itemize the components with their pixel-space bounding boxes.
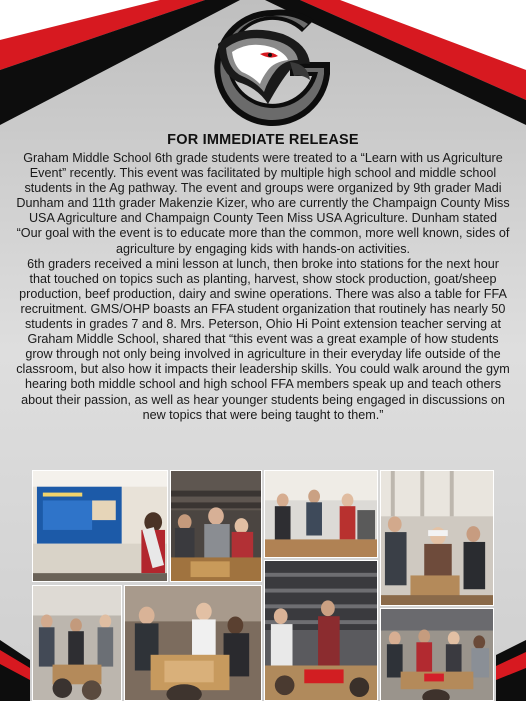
falcon-head-logo-icon xyxy=(198,4,348,132)
photo-presentation-classroom xyxy=(32,470,168,582)
headline: FOR IMMEDIATE RELEASE xyxy=(167,132,359,148)
press-release-body xyxy=(16,151,510,423)
photo-students-handson-activity xyxy=(124,585,262,701)
photo-students-group-gym xyxy=(380,470,494,606)
photo-students-at-table xyxy=(170,470,262,582)
photo-students-bleachers-station xyxy=(264,470,378,558)
photo-speaker-gym-bleachers xyxy=(264,560,378,701)
photo-students-circle xyxy=(32,585,122,701)
paragraph-2: 6th graders received a mini lesson at lunch, then broke into stations for the next hour that touched on topics such as planting, harvest, show stock production, goat/sheep production, beef production, dairy and swine operations. There was also a table for FFA recruitment. GMS/OHP boasts an FFA student organization that routinely has nearly 50 students in grades 7 and 8. Mrs. Peterson, Ohio Hi Point extension teacher serving at Graham Middle School, shared that “this event was a great example of how students grow through not only being involved in agriculture in their everyday life outside of the classroom, but also how it impacts their leadership skills. You could walk around the gym hearing both middle school and high school FFA members speak up and teach others about their passion, as well as hear younger students being engaged in discussions on new topics that were being taught to them.” xyxy=(16,256,510,422)
paragraph-1: Graham Middle School 6th grade students were treated to a “Learn with us Agriculture Event” recently. This event was facilitated by multiple high school and middle school students in the Ag pathway. The event and groups were organized by 9th grader Madi Dunham and 11th grader Makenzie Kizer, who are currently the Champaign County Miss USA Agriculture and Champaign County Teen Miss USA Agriculture. Dunham stated “Our goal with the event is to educate more than the common, more well known, sides of agriculture by engaging kids with hands-on activities. xyxy=(16,151,510,256)
photo-students-gym-table xyxy=(380,608,494,701)
